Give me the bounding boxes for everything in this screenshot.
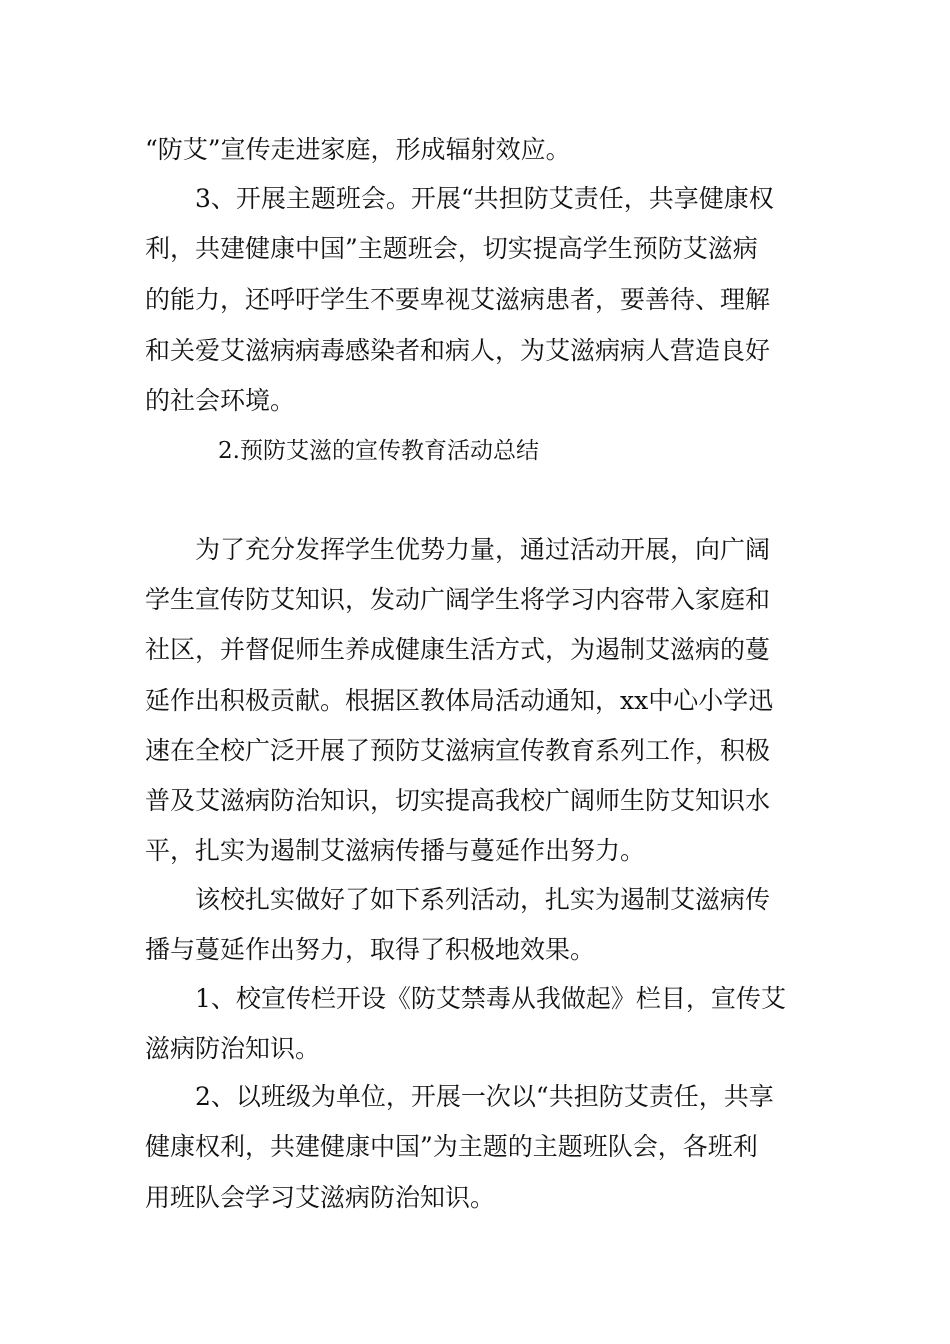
paragraph-line: 和关爱艾滋病病毒感染者和病人，为艾滋病病人营造良好 <box>145 336 771 365</box>
paragraph-line: 速在全校广泛开展了预防艾滋病宣传教育系列工作，积极 <box>145 736 771 765</box>
paragraph-line: 延作出积极贡献。根据区教体局活动通知，xx中心小学迅 <box>145 686 774 715</box>
paragraph-line: 为了充分发挥学生优势力量，通过活动开展，向广阔 <box>195 535 771 564</box>
paragraph-line: 该校扎实做好了如下系列活动，扎实为遏制艾滋病传 <box>195 885 771 914</box>
paragraph-line: 学生宣传防艾知识，发动广阔学生将学习内容带入家庭和 <box>145 585 771 614</box>
paragraph-line: 2、以班级为单位，开展一次以“共担防艾责任，共享 <box>195 1082 774 1111</box>
paragraph-line: 3、开展主题班会。开展“共担防艾责任，共享健康权 <box>195 184 774 213</box>
paragraph-line: 的能力，还呼吁学生不要卑视艾滋病患者，要善待、理解 <box>145 285 771 314</box>
paragraph-line: 的社会环境。 <box>145 386 296 415</box>
paragraph-line: 利，共建健康中国”主题班会，切实提高学生预防艾滋病 <box>145 234 758 263</box>
paragraph-line: 健康权利，共建健康中国”为主题的主题班队会，各班利 <box>145 1132 758 1161</box>
paragraph-line: 1、校宣传栏开设《防艾禁毒从我做起》栏目，宣传艾 <box>195 984 786 1013</box>
paragraph-line: 平，扎实为遏制艾滋病传播与蔓延作出努力。 <box>145 836 646 865</box>
paragraph-line: “防艾”宣传走进家庭，形成辐射效应。 <box>145 135 571 164</box>
paragraph-line: 播与蔓延作出努力，取得了积极地效果。 <box>145 935 596 964</box>
paragraph-line: 滋病防治知识。 <box>145 1034 321 1063</box>
paragraph-line: 普及艾滋病防治知识，切实提高我校广阔师生防艾知识水 <box>145 786 771 815</box>
paragraph-line: 社区，并督促师生养成健康生活方式，为遏制艾滋病的蔓 <box>145 635 771 664</box>
paragraph-line: 用班队会学习艾滋病防治知识。 <box>145 1183 496 1212</box>
section-heading: 2.预防艾滋的宣传教育活动总结 <box>218 438 539 464</box>
